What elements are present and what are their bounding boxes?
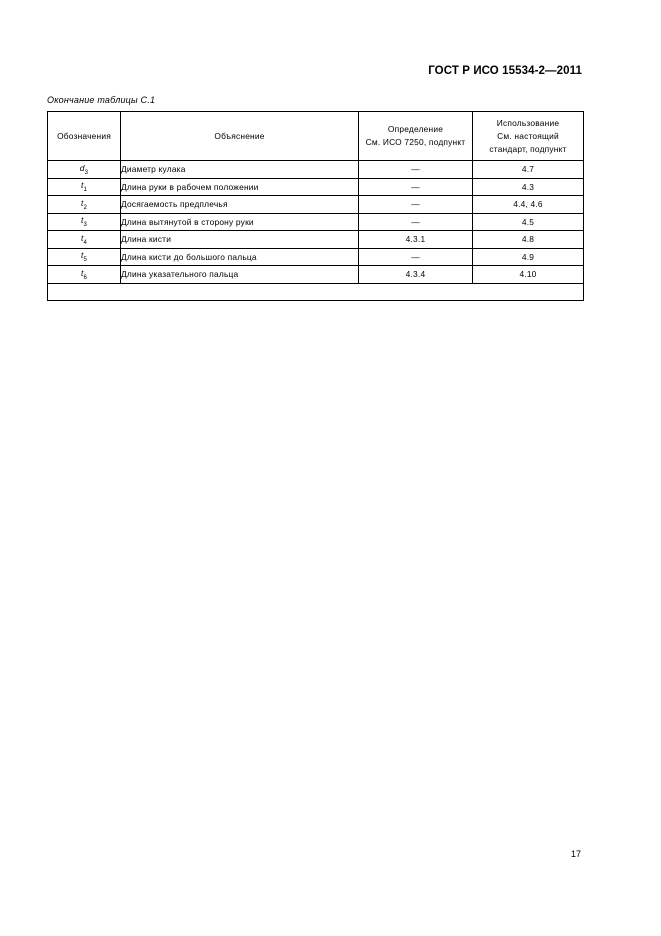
usage-cell: 4.8 bbox=[473, 231, 584, 249]
usage-cell: 4.9 bbox=[473, 248, 584, 266]
explanation-cell: Длина кисти bbox=[121, 231, 359, 249]
page-number: 17 bbox=[570, 849, 581, 859]
usage-cell: 4.7 bbox=[473, 161, 584, 179]
symbol-cell: $t_4$ bbox=[48, 231, 121, 249]
definition-cell: — bbox=[359, 161, 473, 179]
explanation-cell: Длина кисти до большого пальца bbox=[121, 248, 359, 266]
document-header: ГОСТ Р ИСО 15534-2—2011 bbox=[428, 65, 582, 77]
definition-cell: — bbox=[359, 213, 473, 231]
definition-cell: 4.3.1 bbox=[359, 231, 473, 249]
header-definition-line1: Определение bbox=[387, 124, 444, 134]
explanation-cell: Длина указательного пальца bbox=[121, 266, 359, 284]
header-usage-line2: См. настоящий bbox=[497, 130, 559, 141]
table-row bbox=[48, 213, 584, 231]
usage-cell: 4.4, 4.6 bbox=[473, 196, 584, 214]
table-row bbox=[48, 266, 584, 284]
usage-cell: 4.3 bbox=[473, 178, 584, 196]
usage-cell: 4.10 bbox=[473, 266, 584, 284]
symbol-cell: $t_2$ bbox=[48, 196, 121, 214]
definition-cell: — bbox=[359, 196, 473, 214]
symbol-cell: $d_3$ bbox=[48, 161, 121, 179]
explanation-cell: Досягаемость предплечья bbox=[121, 196, 359, 214]
symbol-cell: $t_1$ bbox=[48, 178, 121, 196]
empty-footer-cell bbox=[48, 283, 584, 300]
explanation-cell: Длина руки в рабочем положении bbox=[121, 178, 359, 196]
table-footer-row bbox=[48, 283, 584, 300]
table-caption: Окончание таблицы С.1 bbox=[47, 95, 156, 105]
table-row bbox=[48, 248, 584, 266]
table-header-row bbox=[48, 112, 584, 161]
definition-cell: — bbox=[359, 178, 473, 196]
symbol-cell: $t_5$ bbox=[48, 248, 121, 266]
table-row bbox=[48, 178, 584, 196]
header-usage bbox=[473, 112, 584, 161]
header-usage-line1: Использование bbox=[496, 117, 560, 128]
definitions-table bbox=[47, 111, 584, 301]
usage-cell: 4.5 bbox=[473, 213, 584, 231]
symbol-cell: $t_3$ bbox=[48, 213, 121, 231]
header-usage-line3: стандарт, подпункт bbox=[489, 143, 567, 154]
header-definition bbox=[359, 112, 473, 161]
table-row bbox=[48, 196, 584, 214]
header-explanation: Объяснение bbox=[121, 112, 359, 161]
explanation-cell: Диаметр кулака bbox=[121, 161, 359, 179]
header-symbol: Обозначения bbox=[48, 112, 121, 161]
explanation-cell: Длина вытянутой в сторону руки bbox=[121, 213, 359, 231]
table-row bbox=[48, 161, 584, 179]
definition-cell: 4.3.4 bbox=[359, 266, 473, 284]
table-row bbox=[48, 231, 584, 249]
header-definition-line2: См. ИСО 7250, подпункт bbox=[365, 137, 466, 147]
symbol-cell: $t_6$ bbox=[48, 266, 121, 284]
definition-cell: — bbox=[359, 248, 473, 266]
